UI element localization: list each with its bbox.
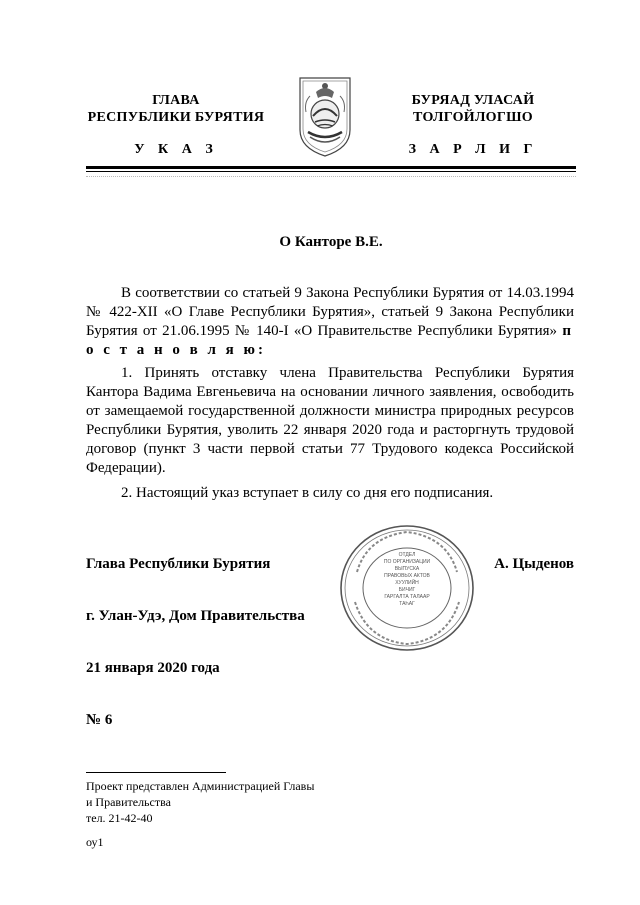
footer-line2: и Правительства	[86, 795, 171, 809]
stamp-text	[377, 552, 437, 608]
left-header-line1: ГЛАВА	[152, 93, 200, 108]
signature-name: А. Цыденов	[494, 556, 574, 572]
document-title: О Канторе В.Е.	[279, 234, 383, 250]
official-stamp	[337, 522, 477, 654]
decree-word: п о с т а н о в л я ю:	[86, 323, 574, 358]
footer	[86, 778, 314, 826]
document-type-right: З А Р Л И Г	[408, 142, 538, 157]
date: 21 января 2020 года	[86, 660, 220, 676]
header-divider	[86, 166, 576, 169]
left-header	[86, 92, 266, 126]
header-divider-thin	[86, 171, 576, 172]
preamble	[86, 284, 574, 360]
header-dotted-line	[86, 176, 576, 180]
place: г. Улан-Удэ, Дом Правительства	[86, 608, 305, 624]
footer-divider	[86, 772, 226, 773]
stamp-line: ГАРГАЛТА ТАЛААР	[384, 594, 430, 600]
item-1: 1. Принять отставку члена Правительства Республики Бурятия Кантора Вадима Евгеньевича на основании личного заявления, освободить от замещаемой государственной должности министра природных ресурсов Республики Бурятия, уволить 22 января 2020 года и расторгнуть трудовой договор (пункт 3 части первой статьи 77 Трудового кодекса Российской Федерации).	[86, 365, 574, 476]
stamp-line: ОТДЕЛ	[398, 552, 416, 558]
preamble-text: В соответствии со статьей 9 Закона Республики Бурятия от 14.03.1994 № 422-XII «О Главе Республики Бурятия», статьей 9 Закона Республики Бурятия от 21.06.1995 № 140-I «О Правительстве Республики Бурятия»	[86, 285, 574, 339]
right-header-line2: ТОЛГОЙЛОГШО	[413, 110, 533, 125]
stamp-line: ПРАВОВЫХ АКТОВ	[384, 573, 430, 579]
stamp-line: ВЫПУСКА	[394, 566, 420, 572]
document-type-left: У К А З	[134, 142, 218, 157]
stamp-line: ТАҺАГ	[399, 601, 415, 607]
stamp-line: ПО ОРГАНИЗАЦИИ	[383, 559, 431, 565]
stamp-line: БИЧИГ	[398, 587, 416, 593]
left-header-line2: РЕСПУБЛИКИ БУРЯТИЯ	[87, 110, 265, 125]
item-2: 2. Настоящий указ вступает в силу со дня его подписания.	[121, 485, 494, 501]
stamp-line: ХУУЛИЙН	[395, 580, 419, 586]
signature-position: Глава Республики Бурятия	[86, 556, 271, 572]
right-header	[390, 92, 556, 126]
footer-code: оу1	[86, 835, 104, 849]
coat-of-arms-icon	[296, 72, 354, 158]
right-header-line1: БУРЯАД УЛАСАЙ	[411, 93, 535, 108]
decree-number: № 6	[86, 712, 113, 728]
footer-phone: тел. 21-42-40	[86, 811, 153, 825]
footer-line1: Проект представлен Администрацией Главы	[86, 779, 315, 793]
